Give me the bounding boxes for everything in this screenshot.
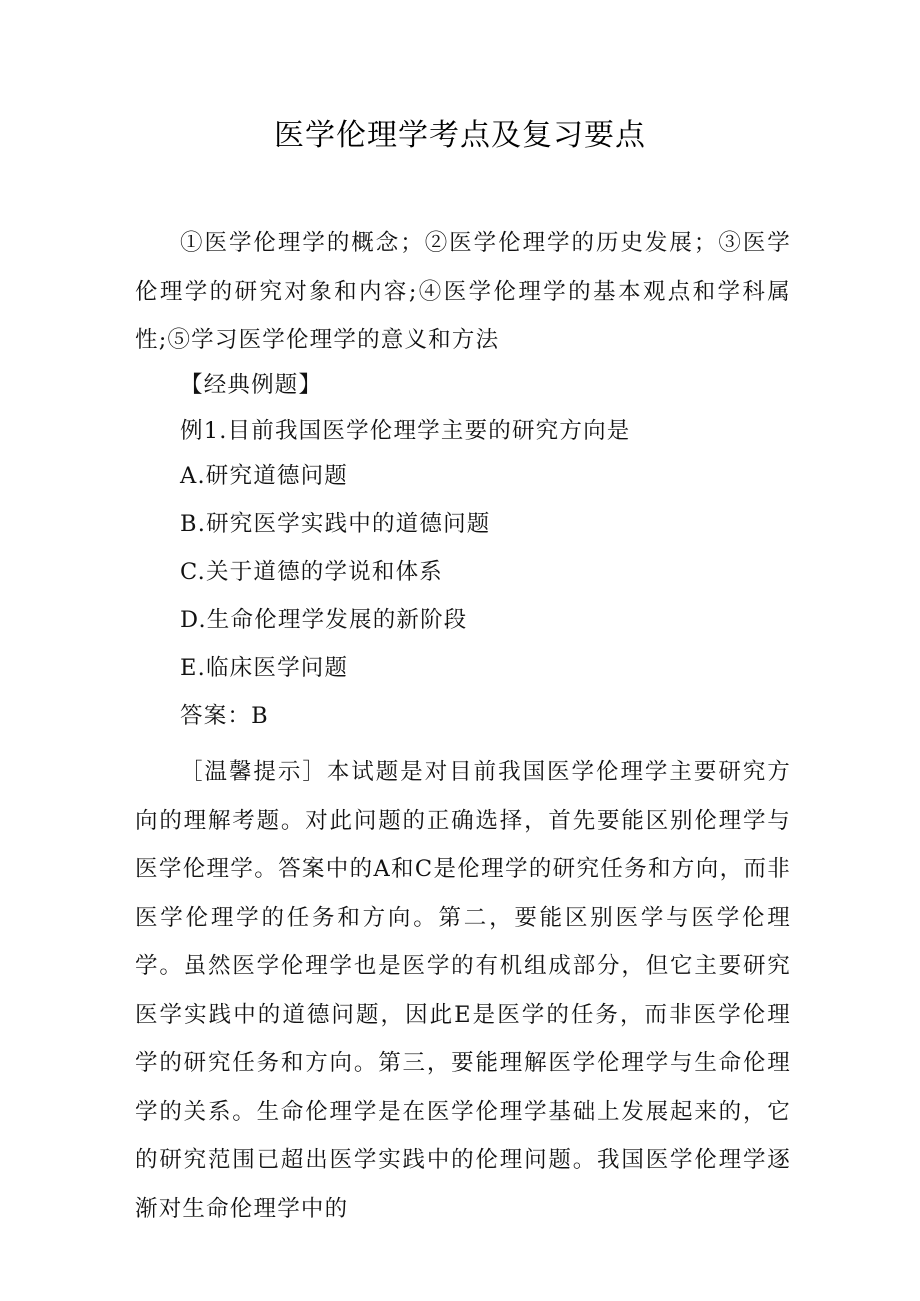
question-text: 例1.目前我国医学伦理学主要的研究方向是 <box>180 418 631 444</box>
option-d: D.生命伦理学发展的新阶段 <box>180 607 468 633</box>
option-e: E.临床医学问题 <box>180 655 349 681</box>
page-title: 医学伦理学考点及复习要点 <box>274 118 646 153</box>
answer-text: 答案：B <box>180 703 269 729</box>
option-a: A.研究道德问题 <box>180 463 349 489</box>
tip-paragraph: ［温馨提示］本试题是对目前我国医学伦理学主要研究方向的理解考题。对此问题的正确选择，首先要能区别伦理学与医学伦理学。答案中的A和C是伦理学的研究任务和方向，而非医学伦理学的任务和方向。第二，要能区别医学与医学伦理学。虽然医学伦理学也是医学的有机组成部分，但它主要研究医学实践中的道德问题，因此E是医学的任务，而非医学伦理学的研究任务和方向。第三，要能理解医学伦理学与生命伦理学的关系。生命伦理学是在医学伦理学基础上发展起来的，它的研究范围已超出医学实践中的伦理问题。我国医学伦理学逐渐对生命伦理学中的 <box>135 759 791 1222</box>
section-heading: 【经典例题】 <box>180 372 323 398</box>
option-c: C.关于道德的学说和体系 <box>180 559 443 585</box>
intro-paragraph: ①医学伦理学的概念；②医学伦理学的历史发展；③医学伦理学的研究对象和内容;④医学伦理学的基本观点和学科属性;⑤学习医学伦理学的意义和方法 <box>135 230 791 353</box>
option-b: B.研究医学实践中的道德问题 <box>180 511 491 537</box>
